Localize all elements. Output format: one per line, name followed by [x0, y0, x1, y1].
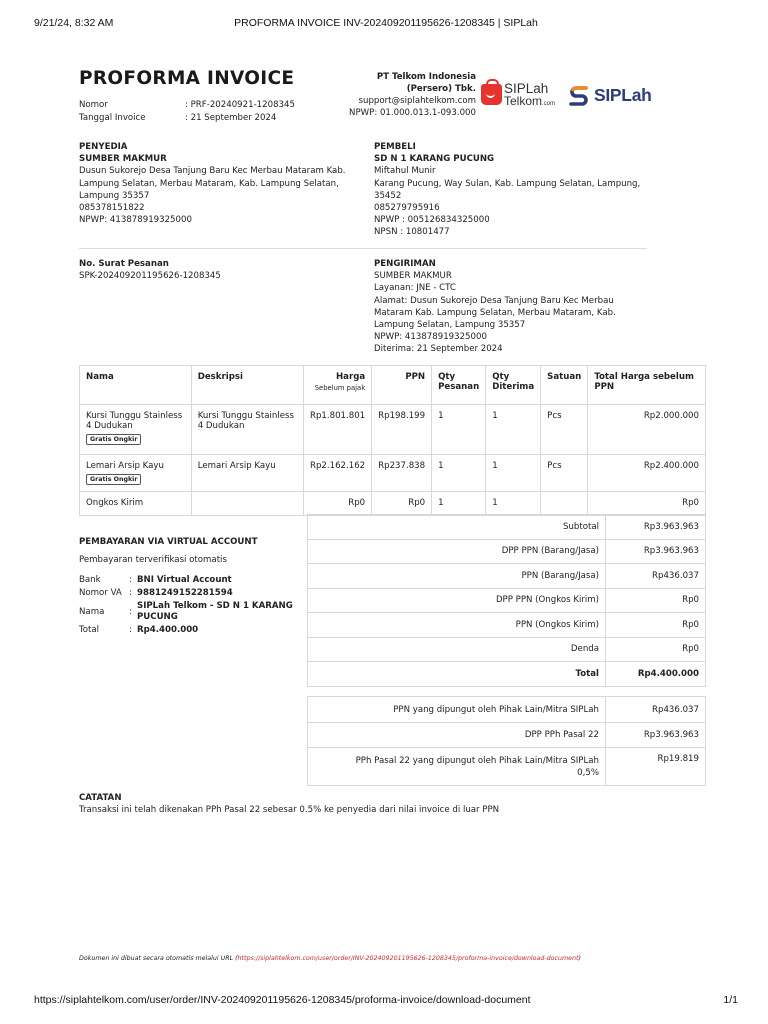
col-satuan: Satuan — [541, 366, 588, 405]
item-qty-diterima: 1 — [486, 492, 541, 516]
shopping-bag-icon — [481, 84, 502, 105]
tax-label: PPh Pasal 22 yang dipungut oleh Pihak Lain/Mitra SIPLah 0,5% — [308, 748, 606, 786]
col-harga — [303, 366, 371, 405]
tax-label: DPP PPh Pasal 22 — [308, 723, 606, 748]
company-npwp: NPWP: 01.000.013.1-093.000 — [349, 108, 476, 118]
pembeli-heading: PEMBELI — [374, 142, 416, 152]
col-total: Total Harga sebelum PPN — [588, 366, 706, 405]
col-nama: Nama — [80, 366, 192, 405]
item-qty-diterima: 1 — [486, 405, 541, 455]
pembeli-npsn: NPSN : 10801477 — [374, 227, 450, 238]
summary-label: Denda — [308, 637, 606, 662]
payment-total-row: Total : Rp4.400.000 — [79, 625, 299, 636]
summary-label: PPN (Ongkos Kirim) — [308, 613, 606, 638]
gratis-ongkir-badge: Gratis Ongkir — [86, 434, 141, 445]
item-nama: Lemari Arsip Kayu — [86, 461, 164, 471]
item-deskripsi: Lemari Arsip Kayu — [191, 455, 303, 492]
table-row — [80, 405, 706, 455]
download-link[interactable]: https://siplahtelkom.com/user/order/INV-202409201195626-1208345/proforma-invoice/download-document — [237, 955, 579, 962]
nama-value: SIPLah Telkom - SD N 1 KARANG PUCUNG — [137, 601, 293, 622]
summary-total-value: Rp4.400.000 — [606, 662, 706, 687]
summary-value: Rp3.963.963 — [606, 539, 706, 564]
print-url: https://siplahtelkom.com/user/order/INV-202409201195626-1208345/proforma-invoice/download-document — [34, 994, 531, 1006]
tax-row — [308, 697, 706, 723]
payment-status: Pembayaran terverifikasi otomatis — [79, 555, 227, 565]
pembeli-npwp: NPWP : 005126834325000 — [374, 215, 490, 226]
penyedia-address-line1: Dusun Sukorejo Desa Tanjung Baru Kec Merbau Mataram Kab. — [79, 166, 346, 177]
item-ppn: Rp198.199 — [372, 405, 432, 455]
penyedia-npwp: NPWP: 413878919325000 — [79, 215, 192, 226]
item-qty-pesanan: 1 — [432, 455, 486, 492]
catatan-text: Transaksi ini telah dikenakan PPh Pasal 22 sebesar 0.5% ke penyedia dari nilai invoice di luar PPN — [79, 805, 500, 815]
summary-label: DPP PPN (Barang/Jasa) — [308, 539, 606, 564]
summary-label: PPN (Barang/Jasa) — [308, 564, 606, 589]
bank-label: Bank — [79, 575, 101, 585]
logo-siplah-text: SIPLah — [504, 81, 549, 96]
tanggal-label: Tanggal Invoice — [79, 112, 146, 123]
penyedia-address-line2: Lampung Selatan, Merbau Mataram, Kab. Lampung Selatan, — [79, 178, 339, 189]
item-ppn: Rp0 — [372, 492, 432, 516]
summary-row — [308, 637, 706, 662]
items-header-row — [80, 366, 706, 405]
siplah-telkom-logo — [481, 82, 565, 110]
logo-dotcom-text: .com — [542, 101, 556, 107]
col-ppn: PPN — [372, 366, 432, 405]
company-name-line2: (Persero) Tbk. — [406, 84, 476, 94]
summary-label: Subtotal — [308, 515, 606, 540]
summary-value: Rp3.963.963 — [606, 515, 706, 540]
summary-row — [308, 539, 706, 564]
summary-row — [308, 613, 706, 638]
table-row — [80, 455, 706, 492]
nama-label: Nama — [79, 606, 105, 617]
penyedia-heading: PENYEDIA — [79, 142, 128, 152]
item-nama-cell — [80, 455, 192, 492]
pengiriman-layanan: Layanan: JNE - CTC — [374, 283, 456, 294]
item-total: Rp2.400.000 — [588, 455, 706, 492]
pembeli-name: SD N 1 KARANG PUCUNG — [374, 154, 495, 165]
print-page-number: 1/1 — [723, 994, 738, 1006]
summary-value: Rp0 — [606, 637, 706, 662]
item-satuan: Pcs — [541, 455, 588, 492]
total-value: Rp4.400.000 — [137, 625, 199, 635]
pembeli-address-line1: Karang Pucung, Way Sulan, Kab. Lampung Selatan, Lampung, — [374, 178, 641, 189]
payment-nama-row: Nama : SIPLah Telkom - SD N 1 KARANG PUCUNG — [79, 601, 299, 623]
summary-row — [308, 588, 706, 613]
catatan-heading: CATATAN — [79, 793, 122, 803]
item-deskripsi: Kursi Tunggu Stainless 4 Dudukan — [191, 405, 303, 455]
company-info — [340, 71, 476, 119]
total-label: Total — [79, 625, 100, 635]
pembeli-contact: Miftahul Munir — [374, 166, 436, 177]
summary-total-label: Total — [308, 662, 606, 687]
item-satuan: Pcs — [541, 405, 588, 455]
pengiriman-alamat-line2: Mataram Kab. Lampung Selatan, Merbau Mataram, Kab. — [374, 307, 616, 318]
col-qty-diterima: Qty Diterima — [486, 366, 541, 405]
tax-row — [308, 748, 706, 786]
payment-bank-row: Bank : BNI Virtual Account — [79, 575, 299, 586]
tax-value: Rp3.963.963 — [606, 723, 706, 748]
item-satuan — [541, 492, 588, 516]
item-total: Rp2.000.000 — [588, 405, 706, 455]
item-nama: Ongkos Kirim — [80, 492, 192, 516]
pengiriman-heading: PENGIRIMAN — [374, 259, 436, 269]
col-harga-sub: Sebelum pajak — [314, 384, 366, 392]
pembeli-section — [374, 141, 644, 239]
summary-row — [308, 515, 706, 540]
penyedia-address-line3: Lampung 35357 — [79, 190, 150, 201]
surat-pesanan-value: SPK-202409201195626-1208345 — [79, 271, 221, 282]
item-nama: Kursi Tunggu Stainless 4 Dudukan — [86, 411, 183, 431]
tax-value: Rp19.819 — [606, 748, 706, 786]
col-deskripsi: Deskripsi — [191, 366, 303, 405]
catatan-section — [79, 792, 499, 816]
item-harga: Rp0 — [303, 492, 371, 516]
company-name-line1: PT Telkom Indonesia — [376, 72, 476, 82]
nomor-label: Nomor — [79, 100, 108, 110]
surat-pesanan-heading: No. Surat Pesanan — [79, 259, 169, 269]
pembeli-address-line2: 35452 — [374, 190, 402, 201]
penyedia-name: SUMBER MAKMUR — [79, 154, 167, 165]
pembeli-phone: 085279795916 — [374, 203, 440, 214]
tax-table — [307, 696, 706, 786]
item-ppn: Rp237.838 — [372, 455, 432, 492]
tax-row — [308, 723, 706, 748]
logo-siplah-wordmark: SIPLah — [594, 85, 652, 105]
bank-value: BNI Virtual Account — [137, 575, 232, 585]
print-datetime: 9/21/24, 8:32 AM — [34, 17, 114, 29]
items-table — [79, 365, 706, 516]
summary-value: Rp436.037 — [606, 564, 706, 589]
col-harga-label: Harga — [335, 372, 366, 382]
item-qty-pesanan: 1 — [432, 492, 486, 516]
pengiriman-diterima: Diterima: 21 September 2024 — [374, 344, 503, 355]
tanggal-value: : 21 September 2024 — [185, 112, 277, 123]
item-harga: Rp1.801.801 — [303, 405, 371, 455]
summary-label: DPP PPN (Ongkos Kirim) — [308, 588, 606, 613]
gratis-ongkir-badge: Gratis Ongkir — [86, 474, 141, 485]
print-page-title: PROFORMA INVOICE INV-202409201195626-1208345 | SIPLah — [234, 17, 538, 29]
penyedia-section — [79, 141, 364, 226]
summary-total-row — [308, 662, 706, 687]
item-harga: Rp2.162.162 — [303, 455, 371, 492]
table-row — [80, 492, 706, 516]
item-qty-diterima: 1 — [486, 455, 541, 492]
item-qty-pesanan: 1 — [432, 405, 486, 455]
siplah-s-icon — [568, 86, 590, 106]
va-label: Nomor VA — [79, 588, 122, 598]
va-value: 9881249152281594 — [137, 588, 233, 598]
penyedia-phone: 085378151822 — [79, 203, 145, 214]
generated-footnote: Dokumen ini dibuat secara otomatis melalui URL (https://siplahtelkom.com/user/order/INV-202409201195626-1208345/proforma-invoice/download-document) — [79, 955, 581, 962]
company-email: support@siplahtelkom.com — [358, 96, 476, 106]
pengiriman-name: SUMBER MAKMUR — [374, 271, 452, 282]
nomor-value: : PRF-20240921-1208345 — [185, 100, 295, 110]
payment-section — [79, 537, 299, 638]
section-divider — [79, 248, 647, 249]
pengiriman-alamat-line3: Lampung Selatan, Lampung 35357 — [374, 320, 526, 331]
col-qty-pesanan: Qty Pesanan — [432, 366, 486, 405]
summary-table — [307, 514, 706, 687]
pengiriman-npwp: NPWP: 413878919325000 — [374, 332, 487, 343]
summary-row — [308, 564, 706, 589]
invoice-meta — [79, 100, 295, 125]
summary-value: Rp0 — [606, 588, 706, 613]
payment-heading: PEMBAYARAN VIA VIRTUAL ACCOUNT — [79, 537, 258, 547]
document-title: PROFORMA INVOICE — [79, 68, 295, 89]
item-nama-cell — [80, 405, 192, 455]
item-total: Rp0 — [588, 492, 706, 516]
tax-label: PPN yang dipungut oleh Pihak Lain/Mitra SIPLah — [308, 697, 606, 723]
logo-telkom-text: Telkom — [504, 94, 543, 108]
tax-value: Rp436.037 — [606, 697, 706, 723]
summary-value: Rp0 — [606, 613, 706, 638]
siplah-logo — [568, 83, 650, 109]
surat-pesanan-section — [79, 258, 339, 282]
pengiriman-section — [374, 258, 644, 356]
item-deskripsi — [191, 492, 303, 516]
payment-va-row: Nomor VA : 9881249152281594 — [79, 588, 299, 599]
pengiriman-alamat-line1: Alamat: Dusun Sukorejo Desa Tanjung Baru Kec Merbau — [374, 295, 614, 306]
